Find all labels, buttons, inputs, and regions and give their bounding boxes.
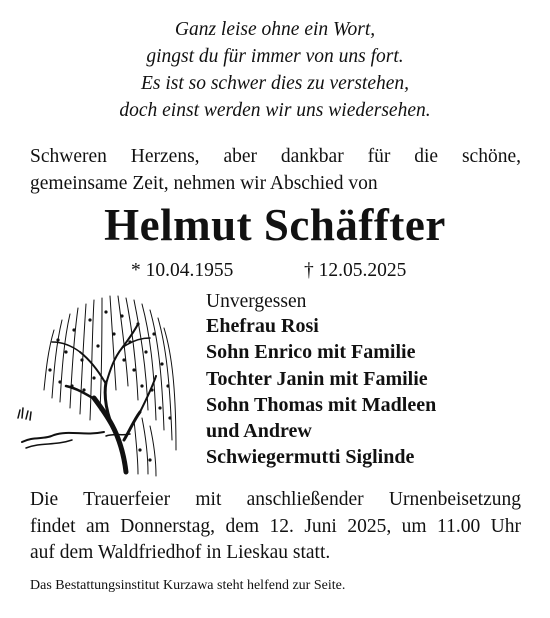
ceremony-line: findet am Donnerstag, dem 12. Juni 2025, um 11.00 Uhr xyxy=(30,515,521,537)
intro-text xyxy=(30,143,521,197)
poem-line: gingst du für immer von uns fort. xyxy=(146,46,404,67)
mourner-name: und Andrew xyxy=(206,420,312,443)
poem-line: doch einst werden wir uns wiedersehen. xyxy=(119,100,431,121)
birth-date: * 10.04.1955 xyxy=(131,260,234,281)
funeral-home-note: Das Bestattungsinstitut Kurzawa steht helfend zur Seite. xyxy=(30,578,346,593)
mourners-list xyxy=(206,290,536,471)
ceremony-line: auf dem Waldfriedhof in Lieskau statt. xyxy=(30,542,331,563)
intro-line: Schweren Herzens, aber dankbar für die schöne, xyxy=(30,146,521,167)
poem-line: Es ist so schwer dies zu verstehen, xyxy=(140,73,410,94)
weeping-willow-tree-icon xyxy=(14,290,194,478)
ceremony-details xyxy=(30,487,521,567)
poem-line: Ganz leise ohne ein Wort, xyxy=(174,19,376,40)
mourner-name: Ehefrau Rosi xyxy=(206,315,319,337)
intro-line: gemeinsame Zeit, nehmen wir Abschied von xyxy=(30,173,378,194)
mourner-name: Sohn Enrico mit Familie xyxy=(206,341,416,364)
poem xyxy=(0,16,550,124)
mourner-name: Sohn Thomas mit Madleen xyxy=(206,393,437,416)
death-date: † 12.05.2025 xyxy=(304,260,407,281)
mourner-name: Schwiegermutti Siglinde xyxy=(206,446,415,469)
mourner-name: Tochter Janin mit Familie xyxy=(206,367,428,390)
deceased-name: Helmut Schäffter xyxy=(104,200,446,250)
mourners-heading: Unvergessen xyxy=(206,291,307,312)
ceremony-line: Die Trauerfeier mit anschließender Urnenbeisetzung xyxy=(30,489,521,510)
